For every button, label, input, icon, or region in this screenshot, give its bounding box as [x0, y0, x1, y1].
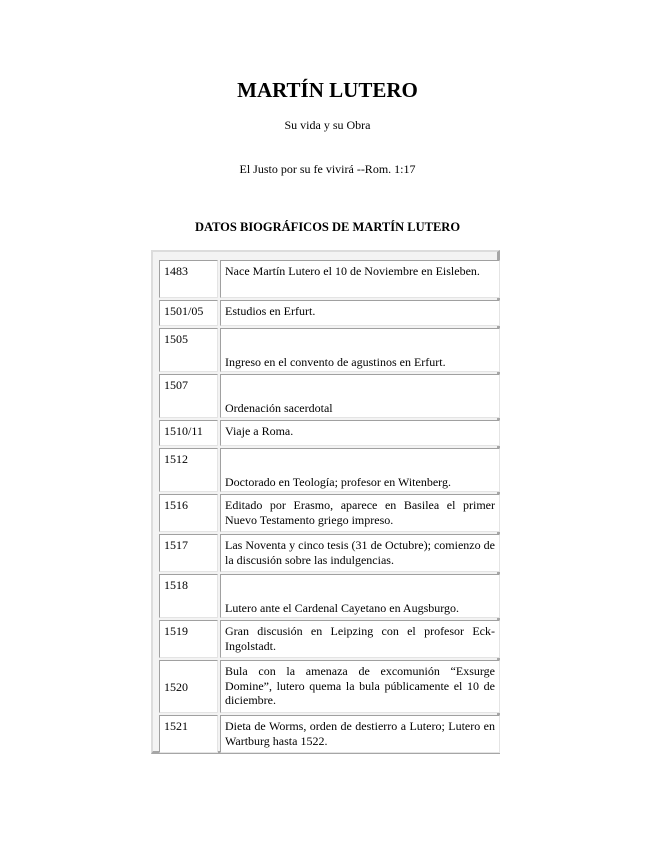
table-row — [159, 620, 500, 658]
event-cell: Bula con la amenaza de excomunión “Exsurge Domine”, lutero quema la bula públicamente el 10 de diciembre. — [220, 660, 500, 713]
event-cell: Estudios en Erfurt. — [220, 300, 500, 326]
year-cell: 1520 — [159, 660, 218, 713]
page-subtitle: Su vida y su Obra — [284, 118, 371, 132]
year-cell: 1505 — [159, 328, 218, 372]
table-row — [159, 715, 500, 753]
year-cell: 1483 — [159, 260, 218, 298]
year-cell: 1510/11 — [159, 420, 218, 446]
year-cell: 1518 — [159, 574, 218, 618]
bible-verse: El Justo por su fe vivirá --Rom. 1:17 — [239, 162, 416, 176]
event-cell: Ingreso en el convento de agustinos en Erfurt. — [220, 328, 500, 372]
event-cell: Editado por Erasmo, aparece en Basilea el primer Nuevo Testamento griego impreso. — [220, 494, 500, 532]
event-cell: Lutero ante el Cardenal Cayetano en Augsburgo. — [220, 574, 500, 618]
table-row — [159, 328, 500, 372]
table-row — [159, 420, 500, 446]
event-cell: Gran discusión en Leipzing con el profesor Eck-Ingolstadt. — [220, 620, 500, 658]
event-cell: Viaje a Roma. — [220, 420, 500, 446]
biography-table-frame — [151, 250, 500, 754]
year-cell: 1517 — [159, 534, 218, 572]
section-heading: DATOS BIOGRÁFICOS DE MARTÍN LUTERO — [194, 220, 461, 234]
year-cell: 1512 — [159, 448, 218, 492]
table-row — [159, 374, 500, 418]
year-cell: 1501/05 — [159, 300, 218, 326]
table-row — [159, 494, 500, 532]
table-row — [159, 660, 500, 713]
year-cell: 1521 — [159, 715, 218, 753]
event-cell: Ordenación sacerdotal — [220, 374, 500, 418]
event-cell: Nace Martín Lutero el 10 de Noviembre en Eisleben. — [220, 260, 500, 298]
table-row — [159, 260, 500, 298]
biography-table — [157, 258, 502, 755]
page-title: MARTÍN LUTERO — [237, 78, 418, 102]
table-row — [159, 448, 500, 492]
event-cell: Dieta de Worms, orden de destierro a Lutero; Lutero en Wartburg hasta 1522. — [220, 715, 500, 753]
year-cell: 1516 — [159, 494, 218, 532]
year-cell: 1519 — [159, 620, 218, 658]
table-row — [159, 574, 500, 618]
event-cell: Las Noventa y cinco tesis (31 de Octubre); comienzo de la discusión sobre las indulgencias. — [220, 534, 500, 572]
table-row — [159, 534, 500, 572]
table-row — [159, 300, 500, 326]
year-cell: 1507 — [159, 374, 218, 418]
event-cell: Doctorado en Teología; profesor en Witenberg. — [220, 448, 500, 492]
